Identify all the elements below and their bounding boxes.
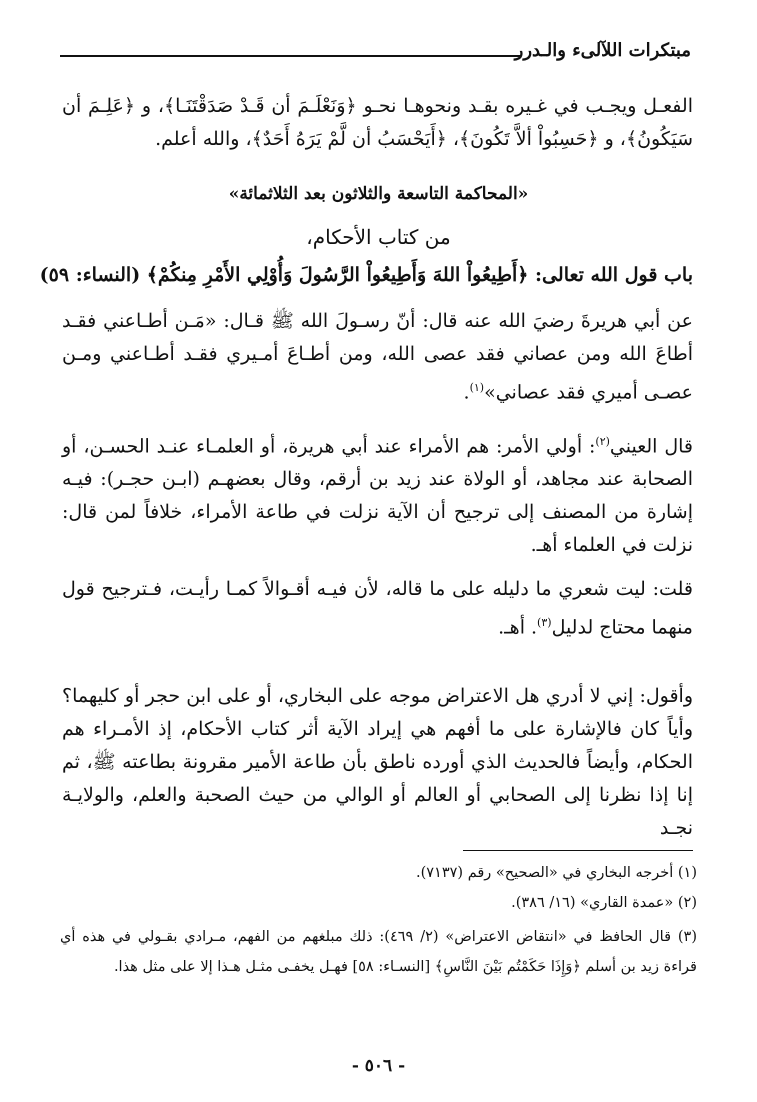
qultu-text: قلت: ليت شعري ما دليله على ما قاله، لأن فيـه أقـوالاً كمـا رأيـت، فـترجيح قول منهما محتاج لدليل bbox=[62, 578, 693, 639]
qultu-end: . أهـ. bbox=[498, 616, 538, 639]
footnote-ref-2: (٢) bbox=[595, 435, 610, 448]
footnote-rule bbox=[463, 850, 693, 851]
aini-text: : أولي الأمر: هم الأمراء عند أبي هريرة، أو العلمـاء عنـد الحسـن، أو الصحابة عند مجاهد، أو الولاة عند زيد بن أرقم، وقال بعضهـم (ابـن حجـر): فيـه إشارة من المصنف إلى ترجيح أن الآية نزلت في طاعة الأمراء، خلافاً لمن قال: نزلت في العلماء أهـ. bbox=[62, 435, 693, 557]
section-title: «المحاكمة التاسعة والثلاثون بعد الثلاثمائة» bbox=[228, 184, 529, 204]
hadith-end: . bbox=[463, 381, 470, 404]
footnote-ref-1: (١) bbox=[469, 381, 485, 394]
aqulu-paragraph: وأقول: إني لا أدري هل الاعتراض موجه على البخاري، أو على ابن حجر أو كليهما؟ وأياً كان فالإشارة على ما أفهم هي إيراد الآية أثر كتاب الأحكام، إذ الأمـراء هم الحكام، وأيضاً فالحديث الذي أورده ناطق بأن طاعة الأمير مقرونة بطاعته ﷺ، ثم إنا إذا نظرنا إلى الصحابي أو العالم أو الوالي من حيث الصحبة والعلم، والولايـة نجـد bbox=[62, 685, 693, 839]
book-title: من كتاب الأحكام، bbox=[306, 225, 451, 249]
page-number: - ٥٠٦ - bbox=[351, 1056, 406, 1076]
footnote-ref-3: (٣) bbox=[537, 616, 552, 629]
footnote-2: (٢) «عمدة القاري» (١٦/ ٣٨٦). bbox=[511, 895, 697, 911]
footnote-3: (٣) قال الحافظ في «انتقاض الاعتراض» (٢/ ٤٦٩): ذلك مبلغهم من الفهم، مـرادي بقـولي في هذه أي قراءة زيد بن أسلم ﴿وَإِذَا حَكَمْتُم بَيْنَ النَّاسِ﴾ [النسـاء: ٥٨] فهـل يخفـى مثـل هـذا إلا على مثل هذا. bbox=[60, 929, 697, 975]
hadith-text: عن أبي هريرةَ رضيَ الله عنه قال: أنّ رسـولَ الله ﷺ قـال: «مَـن أطـاعني فقـد أطاعَ الله ومن عصاني فقد عصى الله، ومن أطـاعَ أمـيري فقـد أطـاعني ومـن عصـى أميري فقد عصاني» bbox=[62, 310, 693, 404]
qultu-paragraph bbox=[62, 573, 693, 644]
aini-prefix: قال العيني bbox=[609, 435, 693, 458]
intro-paragraph: الفعـل ويجـب في غـيره بقـد ونحوهـا نحـو ﴿وَنَعْلَـمَ أن قَـدْ صَدَقْتَنَـا﴾، و ﴿عَلِـمَ أن سَيَكُونُ﴾، و ﴿حَسِبُواْ ألاَّ تَكُونَ﴾، ﴿أَيَحْسَبُ أن لَّمْ يَرَهُ أَحَدٌ﴾، والله أعلم. bbox=[62, 95, 693, 150]
chapter-heading: باب قول الله تعالى: ﴿أَطِيعُواْ اللهَ وَأَطِيعُواْ الرَّسُولَ وَأُوْلِي الأَمْرِ مِنكُمْ﴾ (النساء: ٥٩) bbox=[39, 264, 693, 286]
running-header-title: مبتكرات اللآلىء والـدرر bbox=[514, 40, 691, 61]
footnote-1: (١) أخرجه البخاري في «الصحيح» رقم (٧١٣٧). bbox=[415, 865, 697, 881]
aini-paragraph bbox=[62, 425, 693, 562]
header-rule bbox=[60, 55, 520, 57]
hadith-paragraph bbox=[62, 305, 693, 409]
